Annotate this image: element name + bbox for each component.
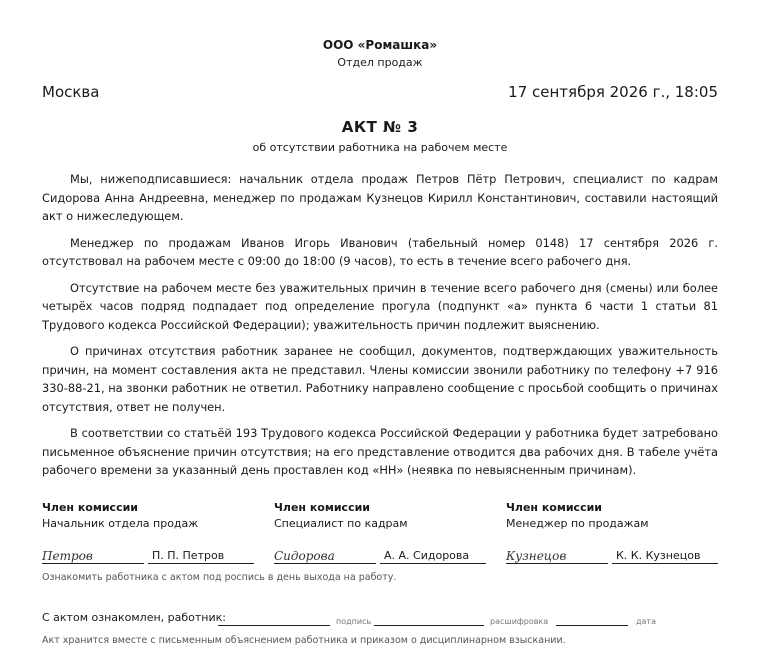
handwritten-signature: Сидорова — [274, 549, 335, 563]
document-datetime: 17 сентября 2026 г., 18:05 — [508, 83, 718, 101]
signature-position: Менеджер по продажам — [506, 517, 649, 530]
handwritten-signature: Кузнецов — [506, 549, 567, 563]
decoding-caption: расшифровка — [490, 617, 549, 626]
employee-signature-line[interactable] — [218, 625, 330, 626]
acknowledgement-label: С актом ознакомлен, работник: — [42, 611, 226, 624]
department-name: Отдел продаж — [337, 56, 423, 69]
name-underline — [380, 563, 486, 564]
signature-underline — [274, 563, 376, 564]
body-paragraph: Мы, нижеподписавшиеся: начальник отдела продаж Петров Пётр Петрович, специалист по кадрам Сидорова Анна Андреевна, менеджер по продажам Кузнецов Кирилл Константинович, составили настоящий акт о нижеследующем. — [42, 172, 718, 223]
body-paragraph: Отсутствие на рабочем месте без уважительных причин в течение всего рабочего дня (смены) или более четырёх часов подряд подпадает под определение прогула (подпункт «а» пункта 6 части 1 статьи 81 Трудового кодекса Российской Федерации); уважительность причин подлежит выяснению. — [42, 280, 718, 332]
body-paragraph: О причинах отсутствия работник заранее не сообщил, документов, подтверждающих уважительность причин, на момент составления акта не представил. Члены комиссии звонили работнику по телефону +7 916 330-88-21, на звонки работник не ответил. Работнику направлено сообщение с просьбой сообщить о причинах отсутствия, ответ не получен. — [42, 344, 718, 414]
handwritten-signature: Петров — [42, 549, 93, 563]
storage-note: Акт хранится вместе с письменным объяснением работника и приказом о дисциплинарном взыскании. — [42, 635, 566, 646]
signature-block-sales-manager — [506, 501, 706, 563]
date-caption: дата — [636, 617, 656, 626]
employee-date-line[interactable] — [556, 625, 628, 626]
document-city: Москва — [42, 83, 100, 101]
signature-name: К. К. Кузнецов — [616, 549, 701, 562]
name-underline — [148, 563, 254, 564]
signature-caption: подпись — [336, 617, 372, 626]
act-subtitle: об отсутствии работника на рабочем месте — [252, 141, 508, 154]
signature-position: Начальник отдела продаж — [42, 517, 199, 530]
signature-underline — [42, 563, 144, 564]
act-title: АКТ № 3 — [341, 118, 419, 136]
signature-name: А. А. Сидорова — [384, 549, 470, 562]
name-underline — [612, 563, 718, 564]
signature-role: Член комиссии — [506, 501, 603, 514]
signature-block-head-of-sales — [42, 501, 242, 563]
familiarize-note: Ознакомить работника с актом под роспись в день выхода на работу. — [42, 572, 397, 583]
body-paragraph: Менеджер по продажам Иванов Игорь Иванович (табельный номер 0148) 17 сентября 2026 г. отсутствовал на рабочем месте с 09:00 до 18:00 (9 часов), то есть в течение всего рабочего дня. — [42, 235, 718, 268]
acknowledgement-row — [42, 611, 718, 629]
signature-position: Специалист по кадрам — [274, 517, 408, 530]
employee-name-line[interactable] — [374, 625, 484, 626]
signature-role: Член комиссии — [274, 501, 371, 514]
body-paragraph: В соответствии со статьёй 193 Трудового кодекса Российской Федерации у работника будет затребовано письменное объяснение причин отсутствия; на его представление отводится два рабочих дня. В табеле учёта рабочего времени за указанный день проставлен код «НН» (неявка по невыясненным причинам). — [42, 426, 718, 477]
signature-block-hr-specialist — [274, 501, 474, 563]
signature-role: Член комиссии — [42, 501, 139, 514]
signature-underline — [506, 563, 608, 564]
organization-name: ООО «Ромашка» — [322, 38, 438, 52]
signature-name: П. П. Петров — [152, 549, 225, 562]
act-body — [42, 170, 718, 488]
